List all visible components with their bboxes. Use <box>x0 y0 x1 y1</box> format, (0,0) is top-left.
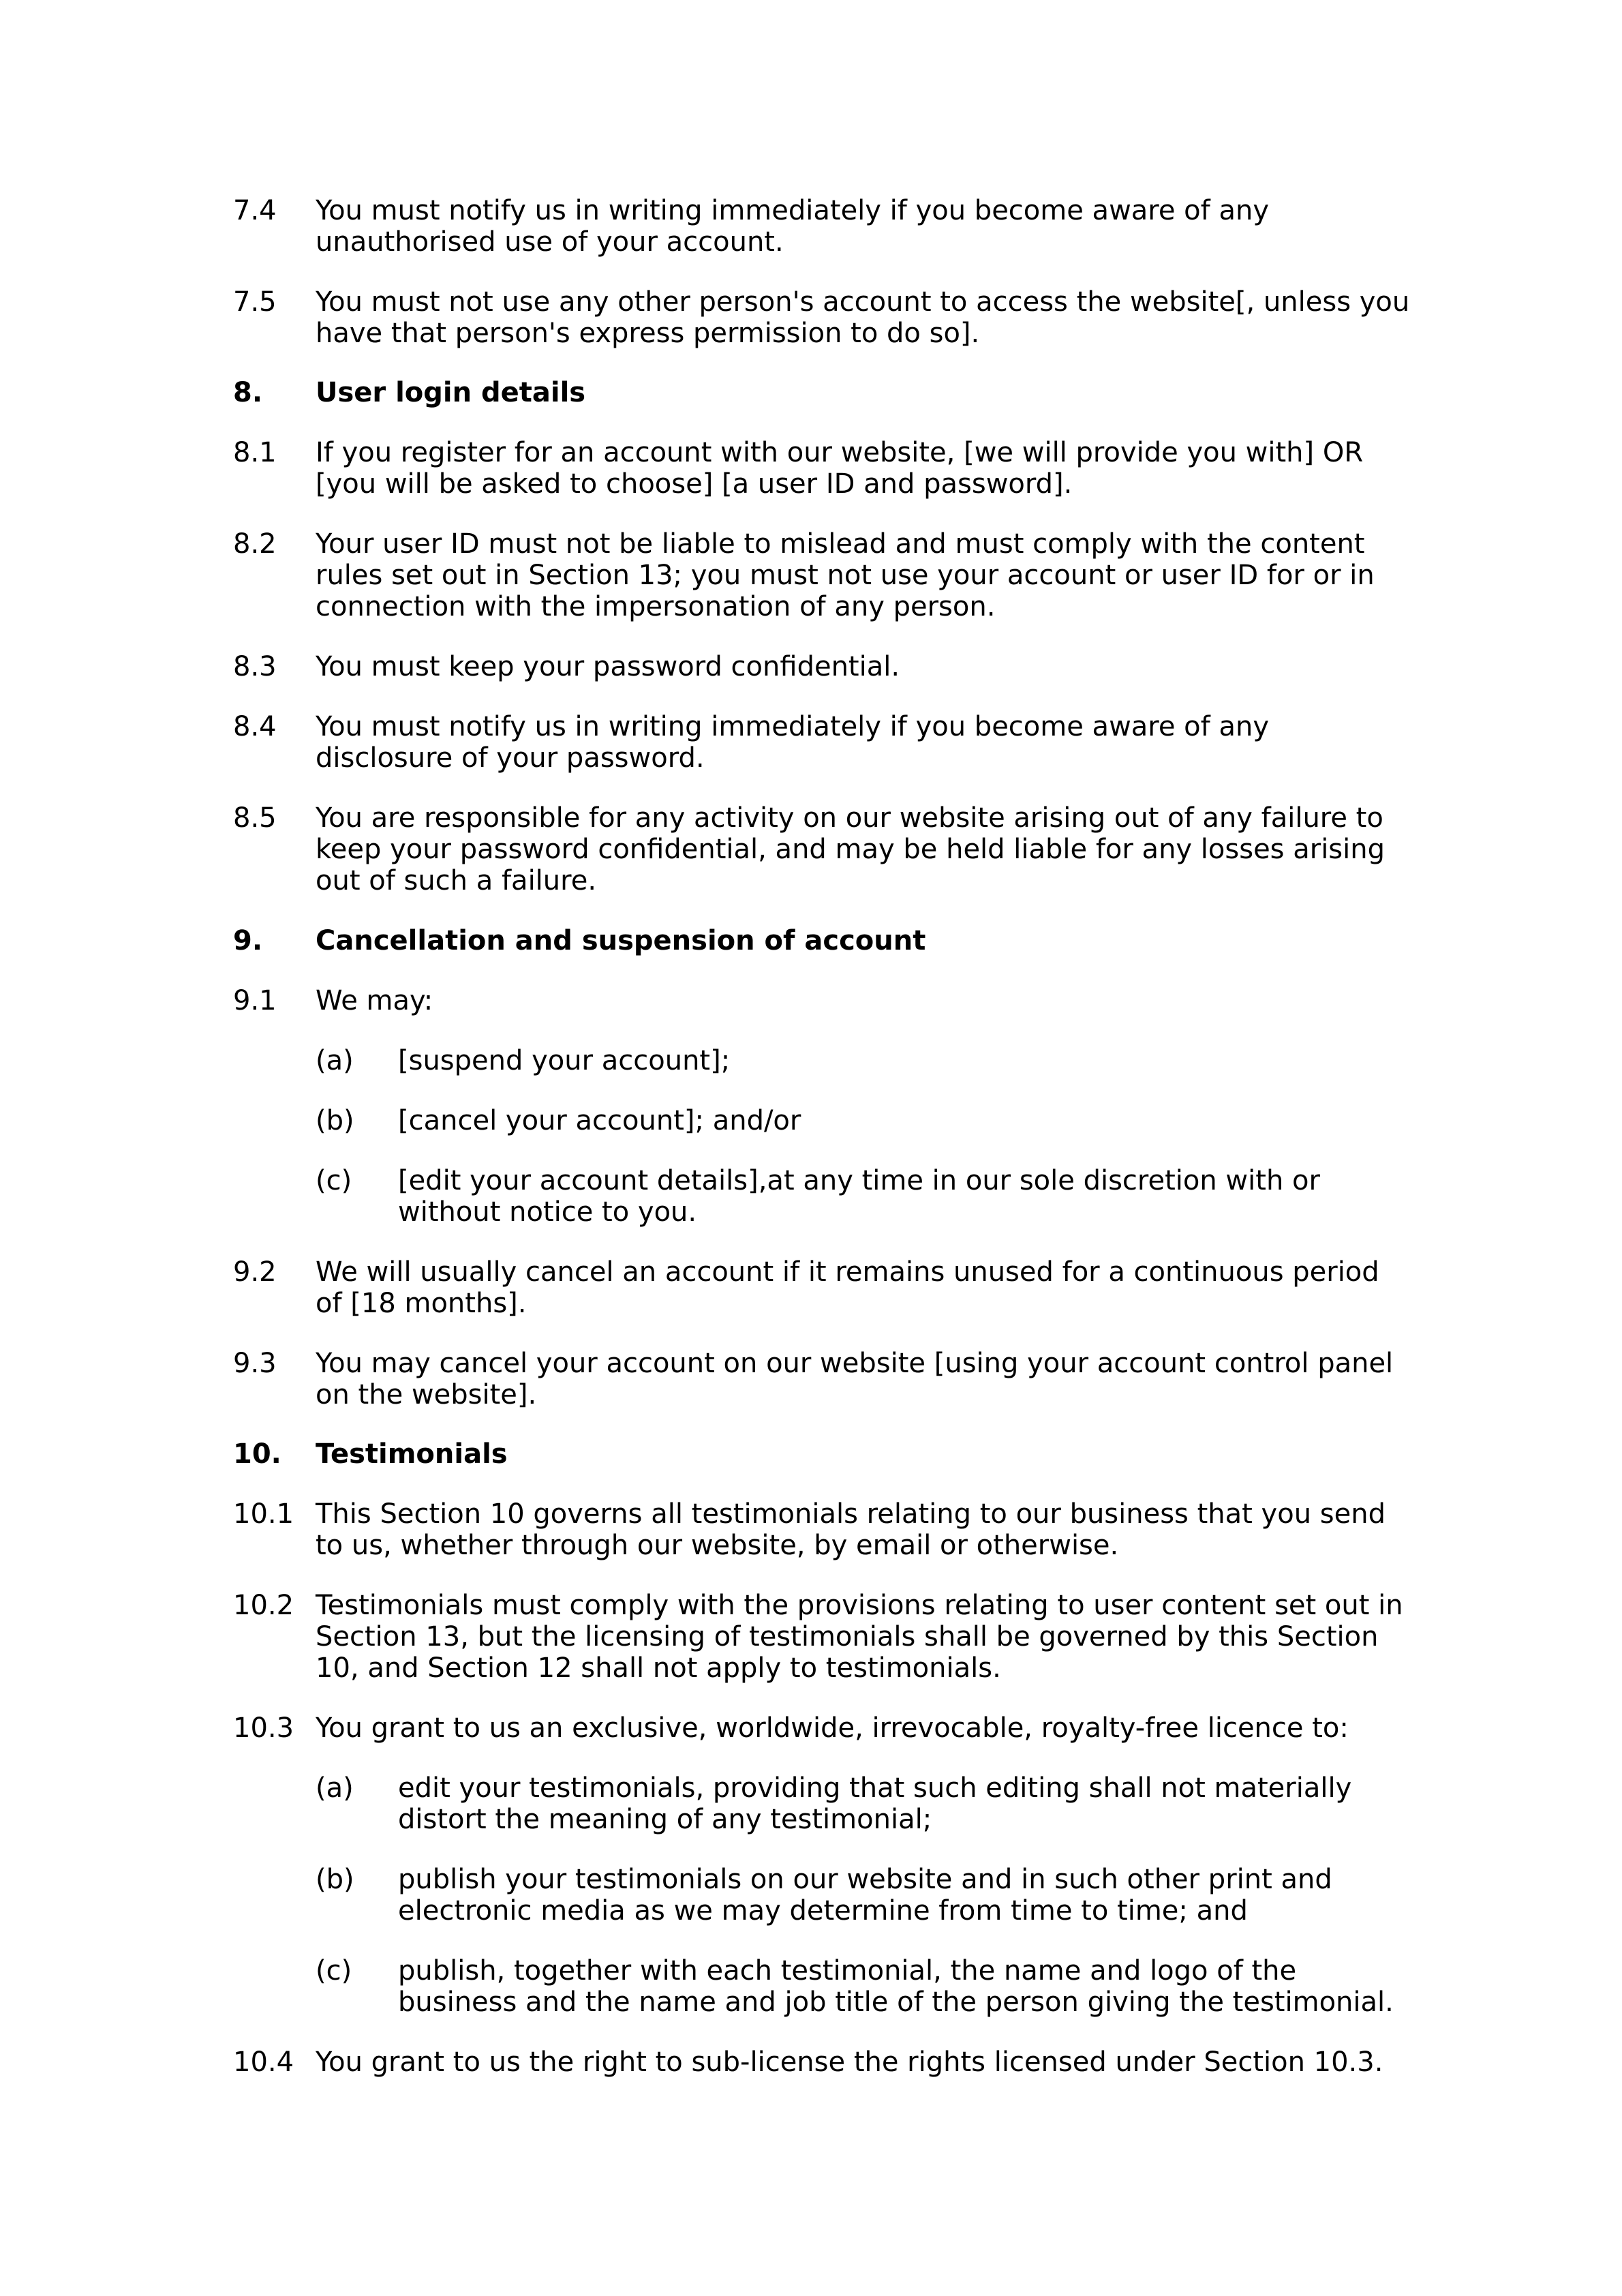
clause-number: 8.2 <box>233 528 277 560</box>
clause-text: You grant to us the right to sub-license the rights licensed under Section 10.3. <box>316 2046 1383 2078</box>
subclause-text: [suspend your account]; <box>398 1045 731 1076</box>
clause-number: 7.5 <box>233 286 277 318</box>
clause-text: You must not use any other person's account to access the website[, unless you have that person's express permission to do so]. <box>316 286 1410 349</box>
subclause-text: [cancel your account]; and/or <box>398 1105 801 1136</box>
clause-number: 9.1 <box>233 985 277 1016</box>
clause-text: You are responsible for any activity on our website arising out of any failure to keep your password confidential, and may be held liable for any losses arising out of such a failure. <box>316 802 1386 896</box>
clause-number: 10.4 <box>233 2046 294 2078</box>
clause-number: 8.4 <box>233 711 277 742</box>
subclause-letter: (a) <box>316 1045 354 1076</box>
subclause-text: publish, together with each testimonial, the name and logo of the business and the name and job title of the person giving the testimonial. <box>398 1955 1394 2018</box>
clause-number: 10.3 <box>233 1712 294 1744</box>
section-title: User login details <box>316 377 586 408</box>
clause-text: You must notify us in writing immediately if you become aware of any disclosure of your password. <box>316 711 1269 774</box>
clause-number: 9.2 <box>233 1256 277 1288</box>
clause-number: 9.3 <box>233 1348 277 1379</box>
subclause-text: [edit your account details],at any time in our sole discretion with or without notice to you. <box>398 1165 1320 1228</box>
clause-text: We will usually cancel an account if it remains unused for a continuous period of [18 months]. <box>316 1256 1379 1319</box>
section-number: 8. <box>233 377 263 408</box>
subclause-letter: (b) <box>316 1864 354 1895</box>
clause-text: We may: <box>316 985 433 1016</box>
clause-number: 10.2 <box>233 1590 294 1621</box>
clause-text: You grant to us an exclusive, worldwide, irrevocable, royalty-free licence to: <box>316 1712 1349 1744</box>
clause-text: You must keep your password confidential. <box>316 651 900 682</box>
clause-text: You may cancel your account on our website [using your account control panel on the website]. <box>316 1348 1394 1410</box>
subclause-letter: (b) <box>316 1105 354 1136</box>
clause-number: 7.4 <box>233 195 277 226</box>
subclause-letter: (c) <box>316 1955 352 1987</box>
clause-number: 8.5 <box>233 802 277 834</box>
clause-number: 8.1 <box>233 437 277 468</box>
clause-text: If you register for an account with our website, [we will provide you with] OR [you will be asked to choose] [a user ID and password]. <box>316 437 1364 500</box>
subclause-letter: (a) <box>316 1772 354 1804</box>
clause-text: This Section 10 governs all testimonials relating to our business that you send to us, whether through our website, by email or otherwise. <box>316 1498 1386 1561</box>
subclause-text: publish your testimonials on our website and in such other print and electronic media as we may determine from time to time; and <box>398 1864 1332 1927</box>
section-number: 9. <box>233 925 263 956</box>
clause-text: Testimonials must comply with the provisions relating to user content set out in Section 13, but the licensing of testimonials shall be governed by this Section 10, and Section 12 shall not apply to testimonials. <box>316 1590 1403 1684</box>
subclause-text: edit your testimonials, providing that such editing shall not materially distort the meaning of any testimonial; <box>398 1772 1352 1835</box>
section-title: Testimonials <box>316 1438 508 1470</box>
clause-number: 8.3 <box>233 651 277 682</box>
section-number: 10. <box>233 1438 281 1470</box>
clause-number: 10.1 <box>233 1498 294 1530</box>
clause-text: Your user ID must not be liable to mislead and must comply with the content rules set out in Section 13; you must not use your account or user ID for or in connection with the impersonation of any person. <box>316 528 1375 622</box>
subclause-letter: (c) <box>316 1165 352 1196</box>
clause-text: You must notify us in writing immediately if you become aware of any unauthorised use of your account. <box>316 195 1269 258</box>
section-title: Cancellation and suspension of account <box>316 925 926 956</box>
